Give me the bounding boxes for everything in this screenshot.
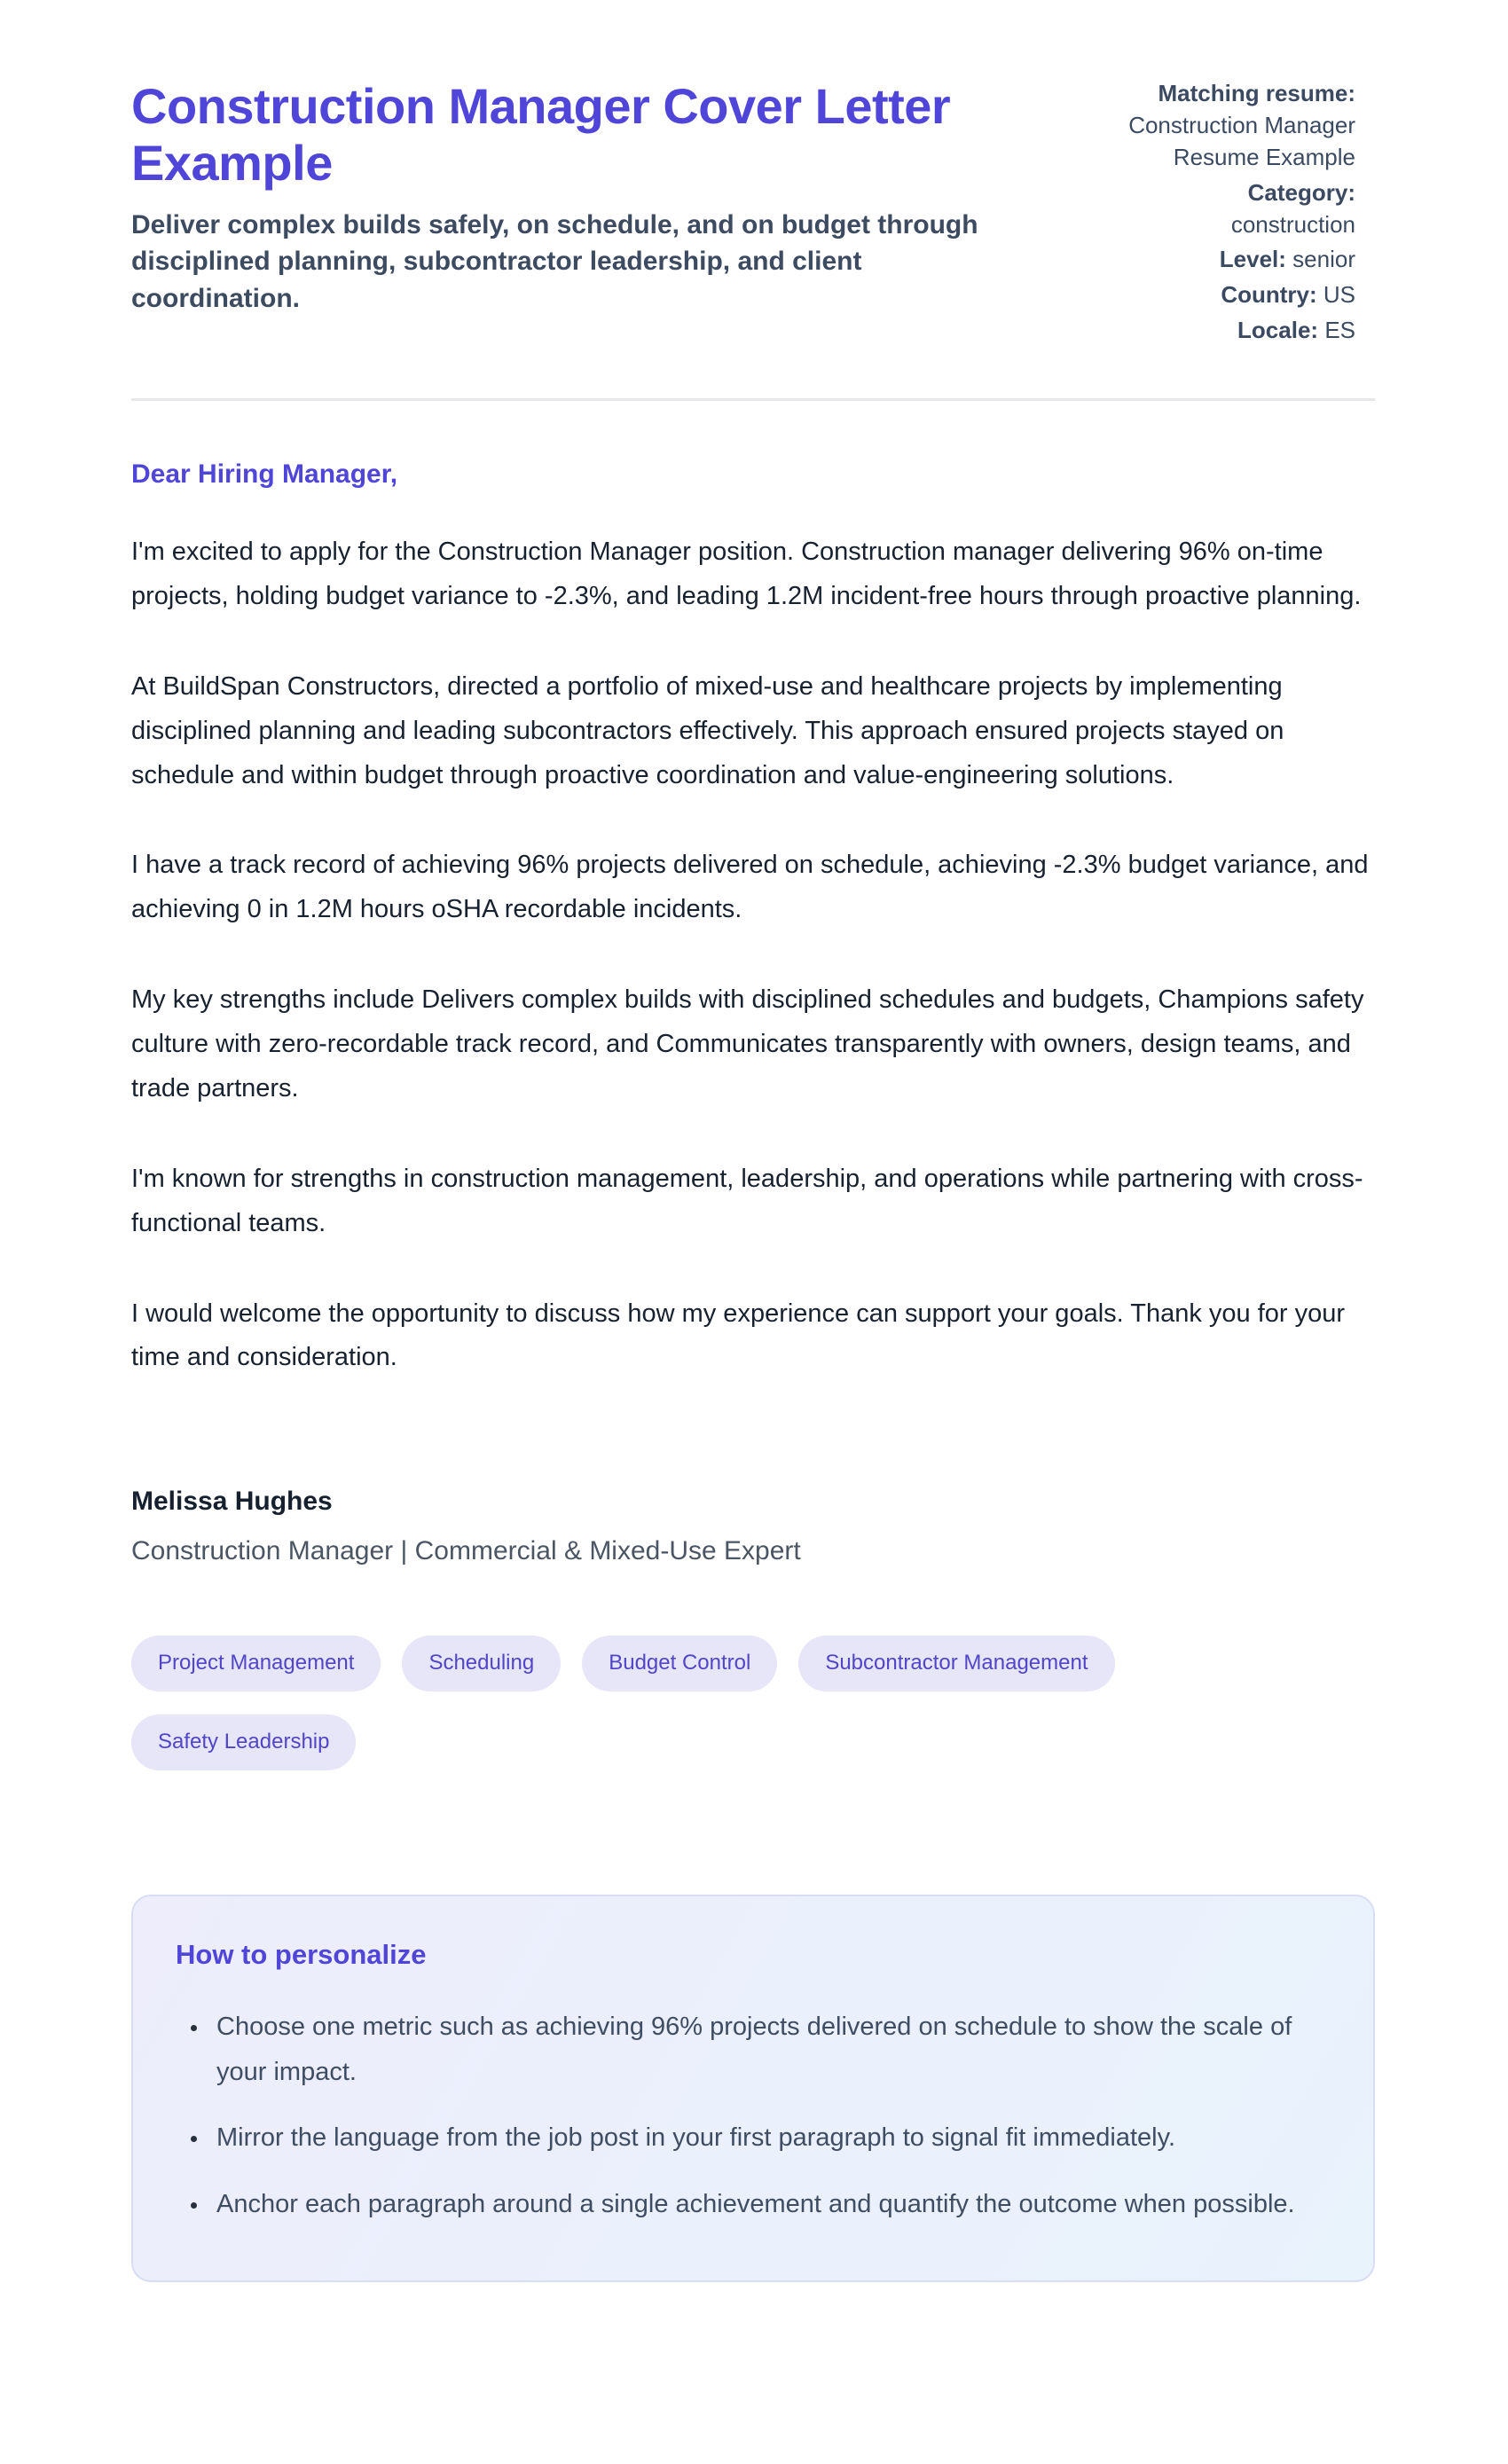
header xyxy=(131,78,1375,350)
meta-label: Level: xyxy=(1219,246,1286,273)
meta-level xyxy=(1089,244,1355,276)
meta-label: Country: xyxy=(1221,281,1317,309)
meta-value: senior xyxy=(1292,246,1355,273)
skill-tags xyxy=(131,1636,1196,1770)
page-subtitle: Deliver complex builds safely, on schedule, and on budget through disciplined planning, subcontractor leadership, and client coordination. xyxy=(131,209,978,313)
letter-paragraph: I would welcome the opportunity to discuss how my experience can support your goals. Thank you for your time and consideration. xyxy=(131,1299,1346,1372)
skill-tag: Scheduling xyxy=(402,1636,561,1691)
skill-tag: Subcontractor Management xyxy=(798,1636,1114,1691)
skill-tag: Project Management xyxy=(131,1636,381,1691)
meta-value: US xyxy=(1323,281,1355,309)
tip-item: • Mirror the language from the job post in your first paragraph to signal fit immediately. xyxy=(209,2115,1329,2161)
tip-item: • Choose one metric such as achieving 96% projects delivered on schedule to show the scale of your impact. xyxy=(209,2005,1329,2095)
meta-value: construction xyxy=(1230,210,1355,238)
meta-label: Matching resume: xyxy=(1158,80,1355,106)
skill-tag: Safety Leadership xyxy=(131,1715,356,1770)
meta-panel xyxy=(1089,78,1355,350)
signature-name: Melissa Hughes xyxy=(131,1487,333,1517)
letter-body xyxy=(131,459,1375,1566)
meta-label: Category: xyxy=(1247,178,1355,206)
signature-role: Construction Manager | Commercial & Mixed-Use Expert xyxy=(131,1536,801,1566)
meta-value: Construction Manager Resume Example xyxy=(1128,111,1355,170)
meta-locale xyxy=(1089,315,1355,347)
meta-category xyxy=(1089,177,1355,241)
tips-list xyxy=(176,2005,1329,2227)
skill-tag: Budget Control xyxy=(582,1636,777,1691)
letter-paragraph: At BuildSpan Constructors, directed a portfolio of mixed-use and healthcare projects by implementing disciplined planning and leading subcontractors effectively. This approach ensured projects stayed on schedule and within budget through proactive coordination and value-engineering solutions. xyxy=(131,671,1284,789)
header-title-block xyxy=(131,78,1089,317)
divider xyxy=(131,398,1375,401)
meta-value: ES xyxy=(1324,317,1355,344)
letter-paragraph: I have a track record of achieving 96% projects delivered on schedule, achieving -2.3% budget variance, and achieving 0 in 1.2M hours oSHA recordable incidents. xyxy=(131,851,1369,924)
meta-label: Locale: xyxy=(1237,317,1319,344)
tip-item: • Anchor each paragraph around a single achievement and quantify the outcome when possible. xyxy=(209,2182,1329,2227)
letter-paragraph: My key strengths include Delivers complex builds with disciplined schedules and budgets, Champions safety culture with zero-recordable track record, and Communicates transparently with owners, design teams, and trade partners. xyxy=(131,985,1364,1103)
personalize-tips-card xyxy=(131,1895,1375,2282)
meta-matching-resume xyxy=(1089,78,1355,174)
page-title: Construction Manager Cover Letter Example xyxy=(131,78,951,192)
letter-paragraph: I'm excited to apply for the Construction Manager position. Construction manager delivering 96% on-time projects, holding budget variance to -2.3%, and leading 1.2M incident-free hours through proactive planning. xyxy=(131,538,1362,610)
greeting: Dear Hiring Manager, xyxy=(131,459,398,489)
meta-country xyxy=(1089,279,1355,311)
tips-title: How to personalize xyxy=(176,1938,427,1970)
letter-paragraph: I'm known for strengths in construction management, leadership, and operations while partnering with cross-functional teams. xyxy=(131,1164,1363,1237)
